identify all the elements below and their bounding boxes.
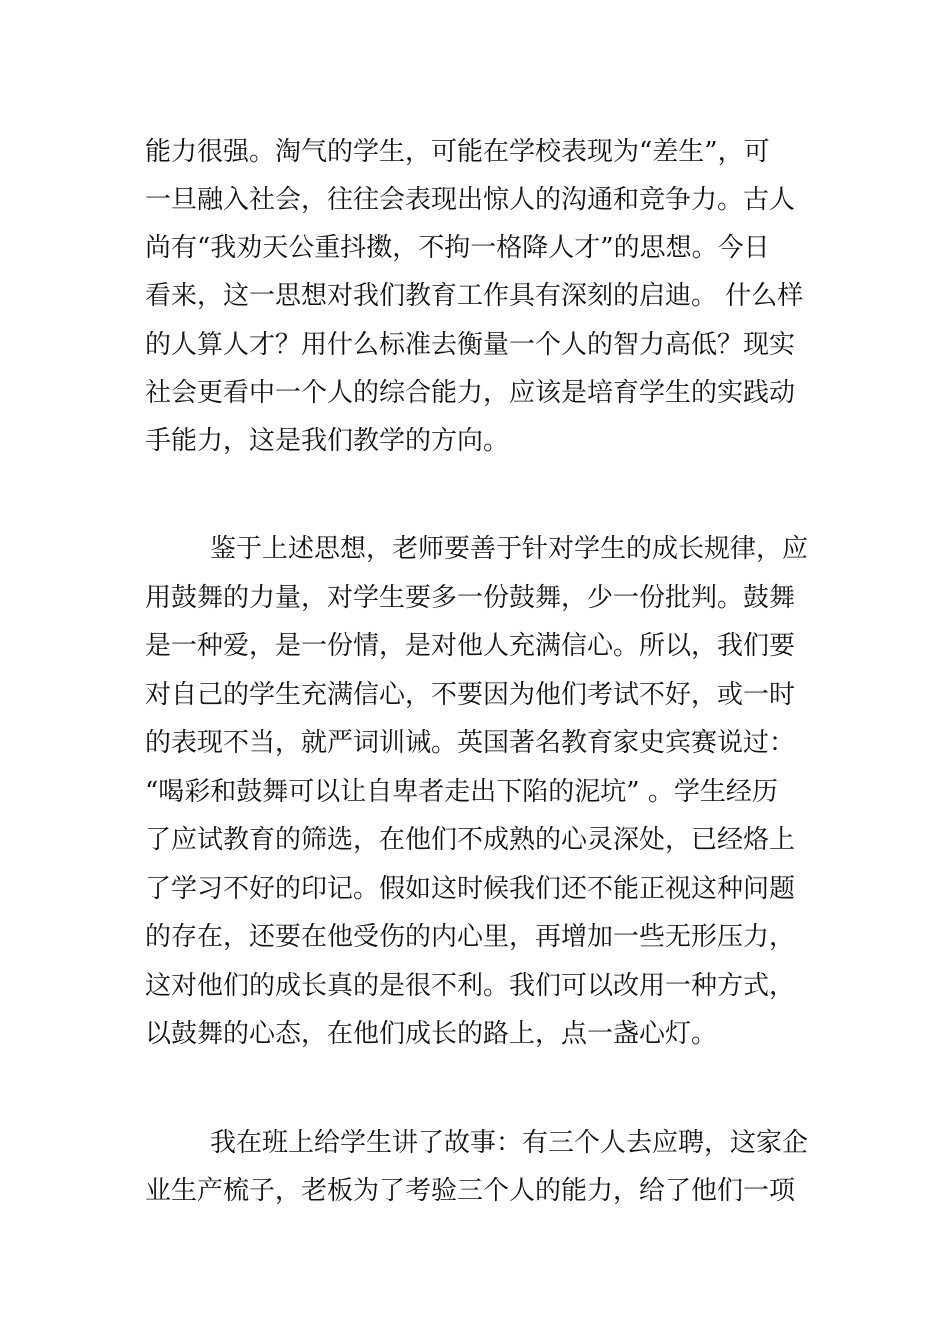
text-line: 了应试教育的筛选，在他们不成熟的心灵深处，已经烙上 — [145, 825, 796, 855]
paragraph-first-line: 鉴于上述思想，老师要善于针对学生的成长规律，应 — [210, 534, 809, 564]
text-line: 社会更看中一个人的综合能力，应该是培育学生的实践动 — [145, 378, 796, 408]
text-line: 业生产梳子，老板为了考验三个人的能力，给了他们一项 — [145, 1176, 796, 1206]
text-line: 以鼓舞的心态，在他们成长的路上，点一盏心灯。 — [145, 1019, 718, 1049]
text-line: 看来，这一思想对我们教育工作具有深刻的启迪。 什么样 — [145, 281, 804, 311]
text-line: “喝彩和鼓舞可以让自卑者走出下陷的泥坑” 。学生经历 — [145, 777, 778, 807]
text-line: 是一种爱，是一份情，是对他人充满信心。所以，我们要 — [145, 631, 796, 661]
text-line: 对自己的学生充满信心，不要因为他们考试不好，或一时 — [145, 680, 796, 710]
text-line: 手能力，这是我们教学的方向。 — [145, 426, 510, 456]
text-line: 尚有“我劝天公重抖擞，不拘一格降人才”的思想。今日 — [145, 233, 770, 263]
text-line: 这对他们的成长真的是很不利。我们可以改用一种方式， — [145, 971, 796, 1001]
text-line: 的存在，还要在他受伤的内心里，再增加一些无形压力， — [145, 922, 796, 952]
text-line: 用鼓舞的力量，对学生要多一份鼓舞，少一份批判。鼓舞 — [145, 583, 796, 613]
paragraph-first-line: 我在班上给学生讲了故事：有三个人去应聘，这家企 — [210, 1128, 809, 1158]
text-line: 的人算人才？用什么标准去衡量一个人的智力高低？现实 — [145, 330, 796, 360]
text-line: 一旦融入社会，往往会表现出惊人的沟通和竞争力。古人 — [145, 185, 796, 215]
text-line: 的表现不当，就严词训诫。英国著名教育家史宾赛说过： — [145, 728, 796, 758]
text-line: 能力很强。淘气的学生，可能在学校表现为“差生”，可 — [145, 137, 770, 167]
text-line: 了学习不好的印记。假如这时候我们还不能正视这种问题 — [145, 874, 796, 904]
